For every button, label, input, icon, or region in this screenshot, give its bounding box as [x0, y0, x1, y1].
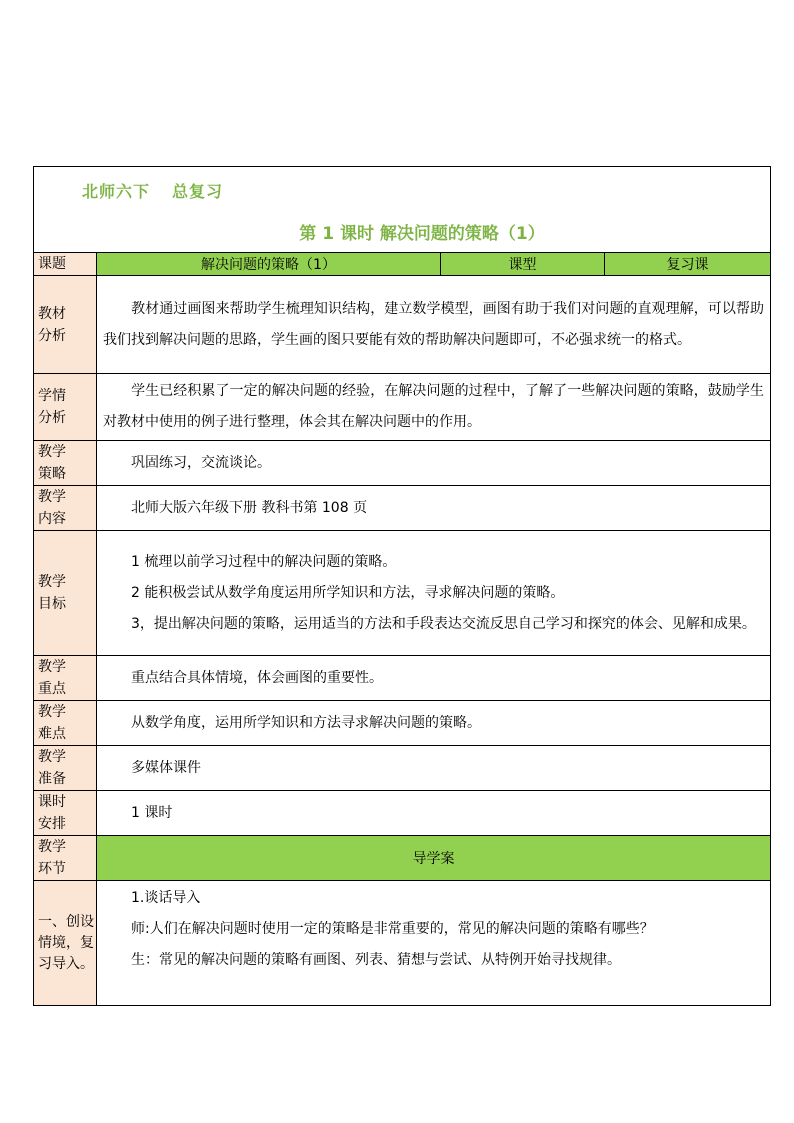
intro-label: 一、创设情境，复习导入。 [34, 881, 97, 1006]
material-label: 教材 分析 [34, 276, 97, 374]
content-label: 教学 内容 [34, 486, 97, 531]
difficulty-label: 教学 难点 [34, 701, 97, 746]
goals-label: 教学 目标 [34, 531, 97, 656]
topic-value: 解决问题的策略（1） [97, 253, 441, 276]
lesson-type-label: 课型 [441, 253, 605, 276]
series-grade: 北师六下 [82, 182, 151, 201]
lesson-plan-table [33, 166, 771, 1006]
material-text: 教材通过画图来帮助学生梳理知识结构，建立数学模型，画图有助于我们对问题的直观理解，可以帮助我们找到解决问题的思路，学生画的图只要能有效的帮助解决问题即可，不必强求统一的格式。 [97, 276, 771, 374]
strategy-label: 教学 策略 [34, 441, 97, 486]
intro-line: 1.谈话导入 [131, 890, 201, 906]
goals-text [97, 531, 771, 656]
difficulty-text: 从数学角度，运用所学知识和方法寻求解决问题的策略。 [97, 701, 771, 746]
intro-line: 生：常见的解决问题的策略有画图、列表、猜想与尝试、从特例开始寻找规律。 [131, 952, 621, 968]
hours-label: 课时 安排 [34, 791, 97, 836]
key-label: 教学 重点 [34, 656, 97, 701]
prep-text: 多媒体课件 [97, 746, 771, 791]
topic-label: 课题 [34, 253, 97, 276]
goal-item: 1 梳理以前学习过程中的解决问题的策略。 [131, 553, 397, 570]
stage-header: 导学案 [97, 836, 771, 881]
intro-text [97, 881, 771, 1006]
hours-text: 1 课时 [97, 791, 771, 836]
stage-label: 教学 环节 [34, 836, 97, 881]
lesson-title: 第 1 课时 解决问题的策略（1） [299, 224, 545, 244]
content-text: 北师大版六年级下册 教科书第 108 页 [97, 486, 771, 531]
learner-label: 学情 分析 [34, 374, 97, 441]
intro-line: 师:人们在解决问题时使用一定的策略是非常重要的，常见的解决问题的策略有哪些？ [131, 921, 654, 937]
goal-item: 2 能积极尝试从数学角度运用所学知识和方法，寻求解决问题的策略。 [131, 584, 565, 601]
key-text: 重点结合具体情境，体会画图的重要性。 [97, 656, 771, 701]
table-header [34, 167, 771, 253]
series-title [82, 179, 223, 202]
prep-label: 教学 准备 [34, 746, 97, 791]
strategy-text: 巩固练习，交流谈论。 [97, 441, 771, 486]
series-unit: 总复习 [172, 182, 224, 201]
lesson-type-value: 复习课 [605, 253, 771, 276]
learner-text: 学生已经积累了一定的解决问题的经验，在解决问题的过程中，了解了一些解决问题的策略，鼓励学生对教材中使用的例子进行整理，体会其在解决问题中的作用。 [97, 374, 771, 441]
goal-item: 3，提出解决问题的策略，运用适当的方法和手段表达交流反思自己学习和探究的体会、见解和成果。 [131, 615, 756, 632]
